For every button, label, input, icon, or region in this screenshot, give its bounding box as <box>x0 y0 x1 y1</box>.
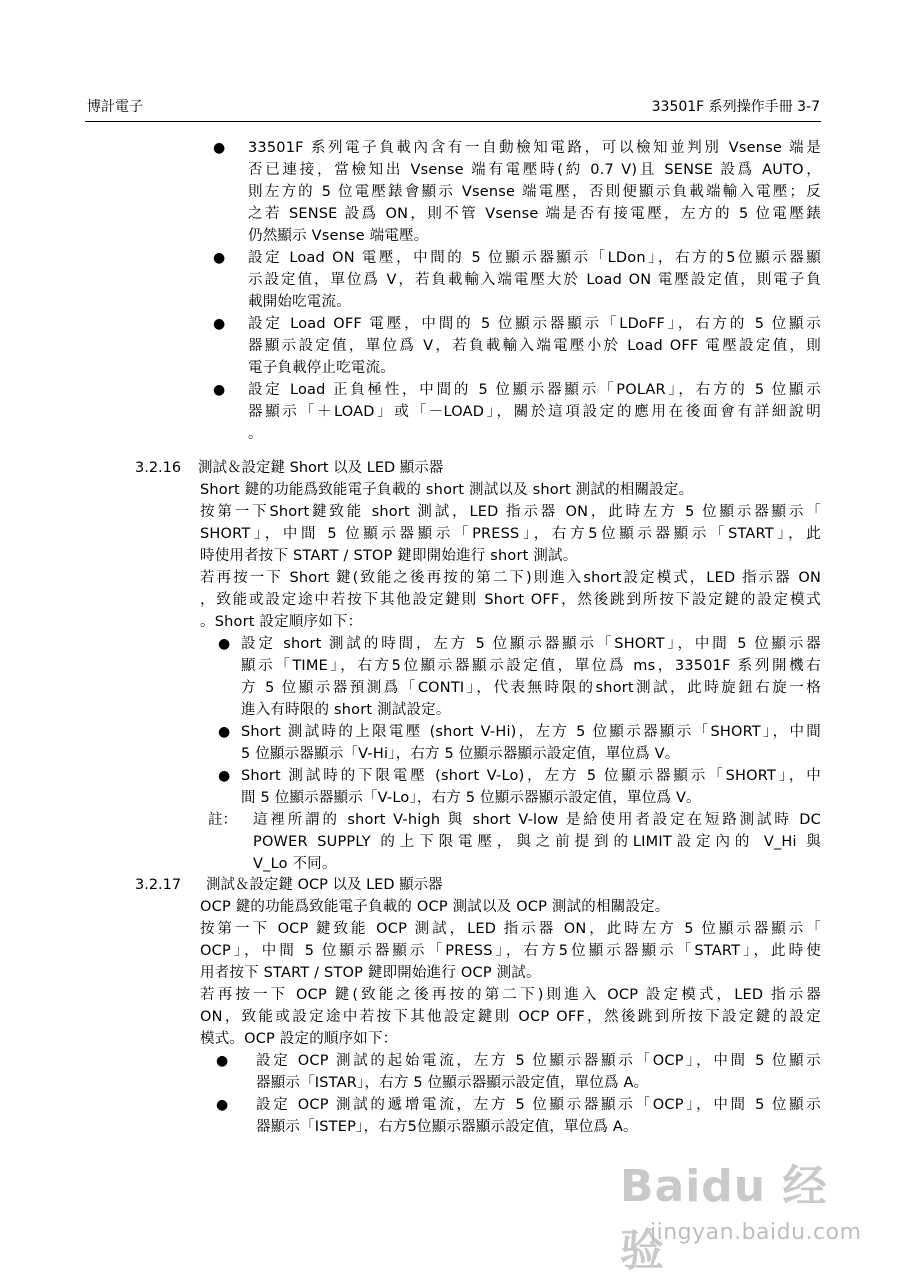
note-label: 註： <box>208 812 237 828</box>
paragraph <box>200 896 821 918</box>
text-line: Short 鍵的功能爲致能電子負載的 short 測試以及 short 測試的相關設定。 <box>200 482 694 498</box>
text-line: 按第一下Short鍵致能 short 測試，LED 指示器 ON，此時左方 5 位顯示器顯示「 <box>200 504 821 520</box>
bullet-item <box>241 633 821 721</box>
text-line: 。Short 設定順序如下： <box>200 614 363 630</box>
text-line: 設定 Load ON 電壓，中間的 5 位顯示器顯示「LDon」，右方的5位顯示器顯 <box>248 250 821 266</box>
text-line: 5 位顯示器顯示「V-Hi」，右方 5 位顯示器顯示設定值，單位爲 V。 <box>241 746 680 762</box>
text-line: 若再按一下 OCP 鍵(致能之後再按的第二下)則進入 OCP 設定模式，LED 指示器 <box>200 987 821 1003</box>
text-line: 設定 short 測試的時間，左方 5 位顯示器顯示「SHORT」，中間 5 位顯示器 <box>241 636 821 652</box>
text-line: OCP」，中間 5 位顯示器顯示「PRESS」，右方5位顯示器顯示「START」，此時使 <box>200 943 821 959</box>
bullet-dot-icon: ● <box>213 140 226 156</box>
text-line: 間 5 位顯示器顯示「V-Lo」，右方 5 位顯示器顯示設定值，單位爲 V。 <box>241 790 701 806</box>
watermark-url: jingyan.baidu.com <box>650 1220 862 1245</box>
bullet-dot-icon: ● <box>218 636 231 652</box>
text-line: 器顯示設定值，單位爲 V，若負載輸入端電壓小於 Load OFF 電壓設定值，則 <box>248 338 821 354</box>
text-line: 時使用者按下 START / STOP 鍵即開始進行 short 測試。 <box>200 548 578 564</box>
bullet-item <box>241 721 821 765</box>
section-number: 3.2.16 <box>135 460 182 476</box>
text-line: 則左方的 5 位電壓錶會顯示 Vsense 端電壓，否則便顯示負載端輸入電壓；反 <box>248 184 821 200</box>
bullet-dot-icon: ● <box>213 382 226 398</box>
bullet-item <box>248 379 821 445</box>
watermark-logo: Baidu 经验 <box>620 1161 828 1276</box>
text-line: 設定 Load OFF 電壓，中間的 5 位顯示器顯示「LDoFF」，右方的 5 位顯示 <box>248 316 821 332</box>
text-line: 設定 Load 正負極性，中間的 5 位顯示器顯示「POLAR」，右方的 5 位顯示 <box>248 382 821 398</box>
text-line: 仍然顯示 Vsense 端電壓。 <box>248 228 429 244</box>
text-line: 器顯示「ISTEP」，右方5位顯示器顯示設定值，單位爲 A。 <box>256 1119 638 1135</box>
text-line: OCP 鍵的功能爲致能電子負載的 OCP 測試以及 OCP 測試的相關設定。 <box>200 899 670 915</box>
text-line: 按第一下 OCP 鍵致能 OCP 測試，LED 指示器 ON，此時左方 5 位顯示器顯示「 <box>200 921 821 937</box>
header-divider <box>85 121 821 122</box>
text-line: POWER SUPPLY 的上下限電壓，與之前提到的LIMIT設定內的 V_Hi 與 <box>253 834 821 850</box>
text-line: 器顯示「＋LOAD」或「－LOAD」，關於這項設定的應用在後面會有詳細說明 <box>248 404 821 420</box>
bullet-item <box>256 1050 821 1094</box>
bullet-dot-icon: ● <box>218 768 231 784</box>
text-line: Short 測試時的下限電壓 (short V-Lo)，左方 5 位顯示器顯示「SHORT」，中 <box>241 768 821 784</box>
text-line: 這裡所謂的 short V-high 與 short V-low 是給使用者設定在短路測試時 DC <box>253 812 821 828</box>
note-text <box>253 809 821 875</box>
paragraph <box>200 984 821 1050</box>
bullet-dot-icon: ● <box>213 316 226 332</box>
text-line: 之若 SENSE 設爲 ON，則不管 Vsense 端是否有接電壓，左方的 5 位電壓錶 <box>248 206 821 222</box>
text-line: V_Lo 不同。 <box>253 856 337 872</box>
paragraph <box>200 918 821 984</box>
text-line: 方 5 位顯示器預測爲「CONTI」，代表無時限的short測試，此時旋鈕右旋一格 <box>241 680 821 696</box>
text-line: SHORT」，中間 5 位顯示器顯示「PRESS」，右方5位顯示器顯示「START」，此 <box>200 526 821 542</box>
bullet-dot-icon: ● <box>216 1097 229 1113</box>
bullet-item <box>248 247 821 313</box>
section-title: 測試＆設定鍵 OCP 以及 LED 顯示器 <box>206 877 443 893</box>
text-line: Short 測試時的上限電壓 (short V-Hi)，左方 5 位顯示器顯示「SHORT」，中間 <box>241 724 821 740</box>
text-line: 用者按下 START / STOP 鍵即開始進行 OCP 測試。 <box>200 965 541 981</box>
text-line: 33501F 系列電子負載內含有一自動檢知電路，可以檢知並判別 Vsense 端是 <box>248 140 821 156</box>
text-line: 進入有時限的 short 測試設定。 <box>241 702 451 718</box>
text-line: 示設定值，單位爲 V，若負載輸入端電壓大於 Load ON 電壓設定值，則電子負 <box>248 272 821 288</box>
paragraph <box>200 501 821 567</box>
paragraph <box>200 479 821 501</box>
text-line: 模式。OCP 設定的順序如下： <box>200 1031 398 1047</box>
paragraph <box>200 567 821 633</box>
bullet-dot-icon: ● <box>216 1053 229 1069</box>
section-title: 測試＆設定鍵 Short 以及 LED 顯示器 <box>198 460 444 476</box>
section-number: 3.2.17 <box>135 877 182 893</box>
bullet-dot-icon: ● <box>213 250 226 266</box>
bullet-item <box>241 765 821 809</box>
header-company: 博計電子 <box>87 99 143 115</box>
bullet-dot-icon: ● <box>218 724 231 740</box>
text-line: 設定 OCP 測試的遞增電流，左方 5 位顯示器顯示「OCP」，中間 5 位顯示 <box>256 1097 821 1113</box>
text-line: 電子負載停止吃電流。 <box>248 360 395 376</box>
text-line: 否已連接，當檢知出 Vsense 端有電壓時(約 0.7 V)且 SENSE 設爲 AUTO， <box>248 162 821 178</box>
text-line: 。 <box>248 426 263 442</box>
text-line: 顯示「TIME」，右方5位顯示器顯示設定值，單位爲 ms，33501F 系列開機右 <box>241 658 821 674</box>
section-heading <box>135 457 444 479</box>
text-line: ON，致能或設定途中若按下其他設定鍵則 OCP OFF，然後跳到所按下設定鍵的設定 <box>200 1009 821 1025</box>
bullet-item <box>248 313 821 379</box>
text-line: ，致能或設定途中若按下其他設定鍵則 Short OFF，然後跳到所按下設定鍵的設定模式 <box>200 592 821 608</box>
section-heading <box>135 874 443 896</box>
header-manual-page: 33501F 系列操作手冊 3-7 <box>651 99 820 115</box>
text-line: 器顯示「ISTAR」，右方 5 位顯示器顯示設定值，單位爲 A。 <box>256 1075 649 1091</box>
text-line: 設定 OCP 測試的起始電流，左方 5 位顯示器顯示「OCP」，中間 5 位顯示 <box>256 1053 821 1069</box>
baidu-jingyan-watermark <box>620 1150 862 1276</box>
text-line: 若再按一下 Short 鍵(致能之後再按的第二下)則進入short設定模式，LED 指示器 ON <box>200 570 821 586</box>
text-line: 載開始吃電流。 <box>248 294 351 310</box>
bullet-item <box>248 137 821 247</box>
bullet-item <box>256 1094 821 1138</box>
